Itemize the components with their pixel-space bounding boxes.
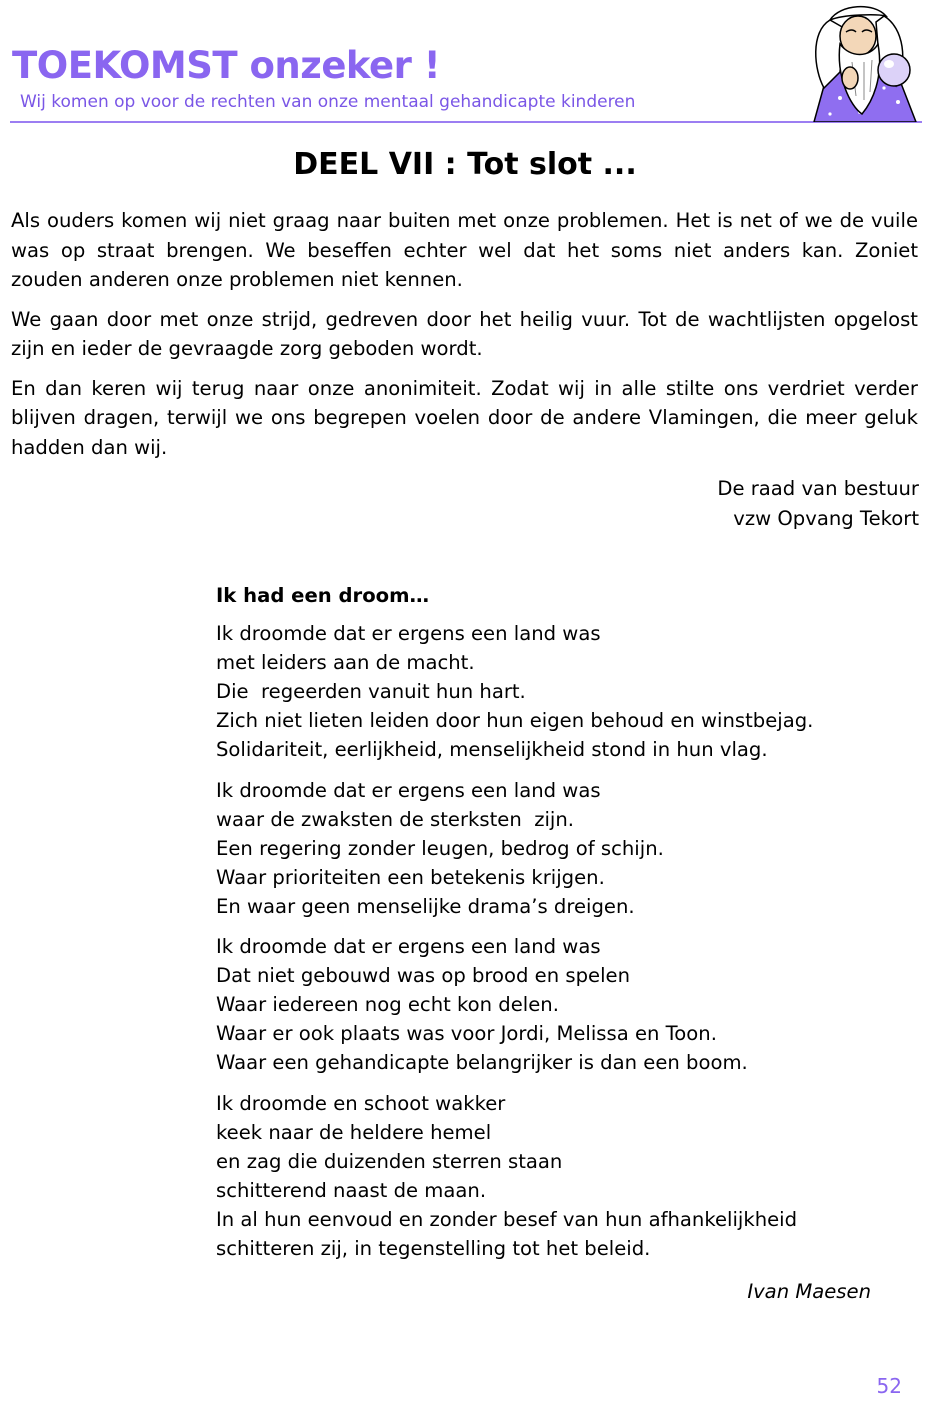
poem-line: En waar geen menselijke drama’s dreigen. xyxy=(216,894,635,918)
poem-line: schitteren zij, in tegenstelling tot het beleid. xyxy=(216,1236,651,1260)
poem-stanza xyxy=(216,1089,876,1264)
poem-line: Waar een gehandicapte belangrijker is dan een boom. xyxy=(216,1051,748,1075)
poem-line: Ik droomde en schoot wakker xyxy=(216,1091,506,1115)
poem-stanza xyxy=(216,776,876,921)
poem-line: Ik droomde dat er ergens een land was xyxy=(216,935,601,959)
poem-line: Dat niet gebouwd was op brood en spelen xyxy=(216,964,631,988)
poem-line: Solidariteit, eerlijkheid, menselijkheid stond in hun vlag. xyxy=(216,738,768,762)
poem-line: Waar er ook plaats was voor Jordi, Melissa en Toon. xyxy=(216,1022,717,1046)
page-title: DEEL VII : Tot slot ... xyxy=(293,147,637,182)
signature-line: De raad van bestuur xyxy=(717,477,919,500)
poem-stanza xyxy=(216,932,876,1077)
paragraph: Als ouders komen wij niet graag naar buiten met onze problemen. Het is net of we de vuile was op straat brengen. We beseffen echter wel dat het soms niet anders kan. Zoniet zouden anderen onze problemen niet kennen. xyxy=(11,209,918,291)
intro-text xyxy=(11,206,918,472)
poem-stanza xyxy=(216,619,876,764)
magazine-subtitle: Wij komen op voor de rechten van onze mentaal gehandicapte kinderen xyxy=(20,92,636,112)
signature-block xyxy=(717,474,919,533)
poem xyxy=(216,581,876,1274)
paragraph: We gaan door met onze strijd, gedreven door het heilig vuur. Tot de wachtlijsten opgelost zijn en ieder de gevraagde zorg geboden wordt. xyxy=(11,307,918,360)
poem-line: en zag die duizenden sterren staan xyxy=(216,1149,563,1173)
poem-author: Ivan Maesen xyxy=(747,1280,871,1303)
poem-line: Ik droomde dat er ergens een land was xyxy=(216,622,601,646)
poem-title: Ik had een droom… xyxy=(216,584,430,607)
poem-line: In al hun eenvoud en zonder besef van hun afhankelijkheid xyxy=(216,1207,798,1231)
page-number: 52 xyxy=(876,1374,902,1398)
poem-line: Ik droomde dat er ergens een land was xyxy=(216,778,601,802)
wizard-with-crystal-ball-icon xyxy=(800,2,922,122)
magazine-title: TOEKOMST onzeker ! xyxy=(12,44,441,87)
poem-line: schitterend naast de maan. xyxy=(216,1178,487,1202)
poem-line: Een regering zonder leugen, bedrog of schijn. xyxy=(216,836,664,860)
poem-line: keek naar de heldere hemel xyxy=(216,1120,492,1144)
poem-line: Die regeerden vanuit hun hart. xyxy=(216,680,526,704)
signature-line: vzw Opvang Tekort xyxy=(733,506,919,530)
poem-line: Waar prioriteiten een betekenis krijgen. xyxy=(216,865,605,889)
poem-line: Zich niet lieten leiden door hun eigen behoud en winstbejag. xyxy=(216,709,814,733)
poem-line: Waar iedereen nog echt kon delen. xyxy=(216,993,559,1017)
header-divider xyxy=(10,121,922,123)
poem-line: met leiders aan de macht. xyxy=(216,651,475,675)
poem-line: waar de zwaksten de sterksten zijn. xyxy=(216,807,575,831)
paragraph: En dan keren wij terug naar onze anonimiteit. Zodat wij in alle stilte ons verdriet verder blijven dragen, terwijl we ons begrepen voelen door de andere Vlamingen, die meer geluk hadden dan wij. xyxy=(11,376,918,459)
